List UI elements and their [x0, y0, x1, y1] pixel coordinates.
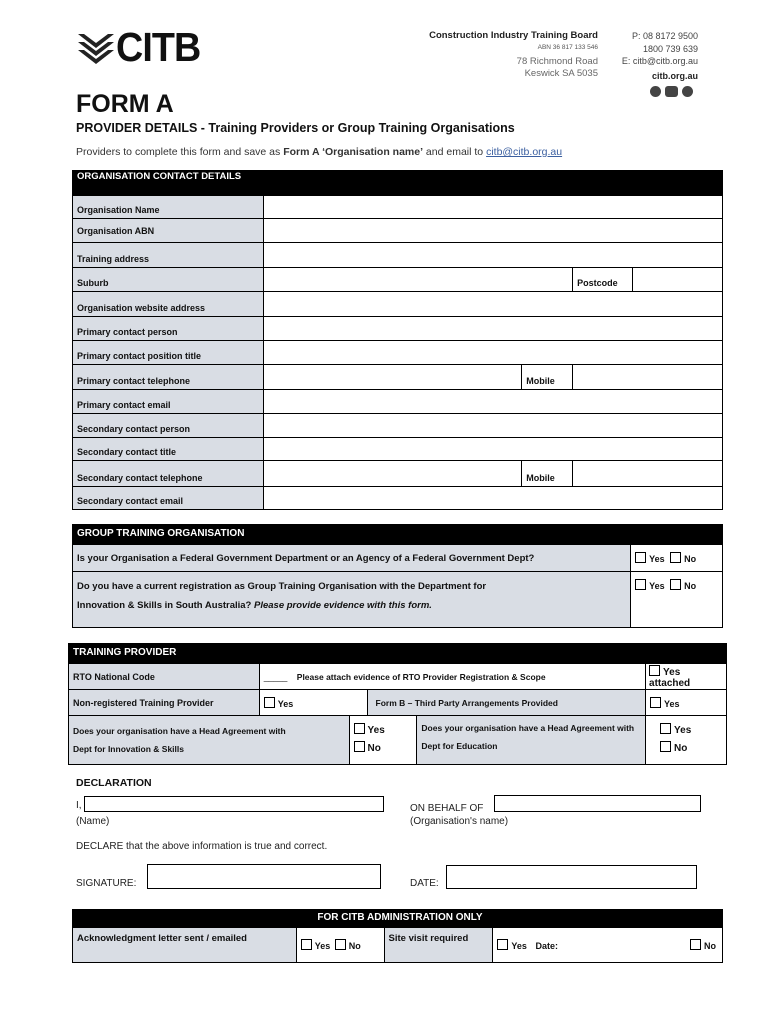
head-agreement-dis-yes-checkbox[interactable]	[354, 723, 365, 734]
primary-phone-input[interactable]	[263, 365, 521, 390]
gto-q2-options	[631, 572, 723, 628]
org-address-block	[420, 30, 598, 81]
org-name-input[interactable]	[263, 196, 722, 219]
address-label: Training address	[73, 243, 264, 268]
secondary-email-input[interactable]	[263, 487, 722, 510]
gto-q1-yes-checkbox[interactable]	[635, 552, 646, 563]
secondary-phone-label: Secondary contact telephone	[73, 461, 264, 487]
gto-q2-line1: Do you have a current registration as Group Training Organisation with the Department for	[77, 581, 487, 592]
primary-phone-label: Primary contact telephone	[73, 365, 264, 390]
site-visit-options	[493, 928, 723, 963]
no-label: No	[704, 941, 716, 951]
non-registered-option	[259, 690, 367, 716]
gto-q2-yes-checkbox[interactable]	[635, 579, 646, 590]
gto-heading: GROUP TRAINING ORGANISATION	[72, 524, 723, 544]
ack-options	[296, 928, 384, 963]
declarant-name-input[interactable]	[84, 796, 384, 812]
org-contact-heading: ORGANISATION CONTACT DETAILS	[72, 170, 723, 195]
rto-code-label: RTO National Code	[69, 664, 260, 690]
organisation-name-input[interactable]	[494, 795, 701, 812]
yes-label: Yes	[277, 698, 294, 709]
name-caption: (Name)	[76, 816, 110, 827]
site-visit-yes-checkbox[interactable]	[497, 939, 508, 950]
website: citb.org.au	[651, 70, 698, 81]
secondary-person-input[interactable]	[263, 414, 722, 438]
signature-input[interactable]	[147, 864, 381, 889]
yes-label: Yes	[511, 941, 527, 951]
head-agreement-dis-line2: Dept for Innovation & Skills	[73, 744, 184, 754]
gto-q1: Is your Organisation a Federal Government Department or an Agency of a Federal Government Dept?	[73, 545, 631, 572]
head-agreement-edu	[417, 716, 646, 765]
yes-label: Yes	[649, 581, 665, 591]
head-agreement-dis-options	[349, 716, 417, 765]
social-icons	[650, 86, 693, 97]
ack-label: Acknowledgment letter sent / emailed	[73, 928, 297, 963]
facebook-icon[interactable]	[682, 86, 693, 97]
non-registered-checkbox[interactable]	[264, 697, 275, 708]
on-behalf-label: ON BEHALF OF	[410, 803, 484, 814]
i-label: I,	[76, 800, 82, 811]
declare-statement: DECLARE that the above information is true and correct.	[76, 841, 328, 852]
gto-q1-options	[631, 545, 723, 572]
citb-logo-text: CITB	[116, 24, 201, 70]
head-agreement-edu-options	[646, 716, 727, 765]
rto-attach-note	[259, 664, 645, 690]
form-b-checkbox[interactable]	[650, 697, 661, 708]
form-subtitle: PROVIDER DETAILS - Training Providers or Group Training Organisations	[76, 121, 515, 135]
rto-attached-checkbox[interactable]	[649, 665, 660, 676]
primary-title-label: Primary contact position title	[73, 341, 264, 365]
gto-q2-evidence: Please provide evidence with this form.	[254, 600, 432, 611]
site-visit-no	[690, 939, 716, 951]
form-b-label: Form B – Third Party Arrangements Provided	[367, 690, 646, 716]
instructions	[76, 146, 562, 158]
form-b-option	[646, 690, 727, 716]
rto-attach-text: Please attach evidence of RTO Provider Registration & Scope	[296, 671, 546, 682]
date-input[interactable]	[446, 865, 697, 889]
twitter-icon[interactable]	[650, 86, 661, 97]
head-agreement-edu-line1: Does your organisation have a Head Agreement with	[421, 723, 635, 733]
instructions-prefix: Providers to complete this form and save as	[76, 146, 284, 158]
primary-person-input[interactable]	[263, 317, 722, 341]
tp-table	[68, 663, 727, 765]
instructions-bold: Form A ‘Organisation name’	[283, 146, 424, 158]
signature-label: SIGNATURE:	[76, 878, 137, 889]
suburb-input[interactable]	[263, 268, 572, 292]
no-label: No	[684, 554, 697, 564]
form-title: FORM A	[76, 90, 174, 118]
phone: P: 08 8172 9500	[631, 31, 698, 41]
gto-q1-no-checkbox[interactable]	[670, 552, 681, 563]
ack-yes-checkbox[interactable]	[301, 939, 312, 950]
admin-heading: FOR CITB ADMINISTRATION ONLY	[72, 909, 723, 927]
primary-mobile-label: Mobile	[522, 365, 573, 390]
head-agreement-edu-yes-checkbox[interactable]	[660, 723, 671, 734]
site-visit-label: Site visit required	[384, 928, 493, 963]
rto-code-blank[interactable]: _____	[263, 671, 288, 682]
org-name-caption: (Organisation's name)	[410, 816, 509, 827]
abn-label: Organisation ABN	[73, 219, 264, 243]
yes-attached-label: Yes attached	[649, 666, 691, 689]
primary-email-label: Primary contact email	[73, 390, 264, 414]
ack-no-checkbox[interactable]	[335, 939, 346, 950]
admin-table	[72, 927, 723, 963]
org-name: Construction Industry Training Board	[429, 30, 598, 41]
non-registered-label: Non-registered Training Provider	[69, 690, 260, 716]
secondary-title-input[interactable]	[263, 438, 722, 461]
postcode-input[interactable]	[633, 268, 723, 292]
site-visit-no-checkbox[interactable]	[690, 939, 701, 950]
website-input[interactable]	[263, 292, 722, 317]
yes-label: Yes	[314, 941, 331, 951]
gto-q2-no-checkbox[interactable]	[670, 579, 681, 590]
secondary-phone-input[interactable]	[263, 461, 521, 487]
head-agreement-edu-no-checkbox[interactable]	[660, 741, 671, 752]
gto-q2-line2	[77, 596, 626, 615]
head-agreement-dis-no-checkbox[interactable]	[354, 741, 365, 752]
declaration-heading: DECLARATION	[76, 777, 152, 789]
postcode-label: Postcode	[573, 268, 633, 292]
yes-label: Yes	[367, 725, 385, 736]
no-label: No	[348, 941, 361, 951]
secondary-mobile-input[interactable]	[573, 461, 723, 487]
youtube-icon[interactable]	[665, 86, 678, 97]
secondary-person-label: Secondary contact person	[73, 414, 264, 438]
instructions-email-link[interactable]: citb@citb.org.au	[486, 146, 563, 158]
suburb-label: Suburb	[73, 268, 264, 292]
abn-input[interactable]	[263, 219, 722, 243]
address-line2: Keswick SA 5035	[524, 68, 598, 79]
address-line1: 78 Richmond Road	[516, 55, 598, 67]
secondary-email-label: Secondary contact email	[73, 487, 264, 510]
primary-mobile-input[interactable]	[573, 365, 723, 390]
no-label: No	[367, 743, 381, 754]
contact-block	[604, 30, 698, 82]
org-contact-table	[72, 195, 723, 510]
secondary-title-label: Secondary contact title	[73, 438, 264, 461]
email: E: citb@citb.org.au	[621, 56, 698, 66]
head-agreement-dis-line1: Does your organisation have a Head Agreement with	[73, 726, 286, 736]
yes-label: Yes	[649, 554, 665, 564]
no-label: No	[674, 743, 688, 754]
yes-label: Yes	[674, 725, 692, 736]
head-agreement-dis	[69, 716, 350, 765]
site-visit-date-label: Date:	[535, 941, 558, 951]
no-label: No	[684, 581, 697, 591]
date-label: DATE:	[410, 878, 439, 889]
gto-q2-line2a: Innovation & Skills in South Australia?	[77, 600, 254, 611]
instructions-middle: and email to	[423, 146, 487, 158]
org-abn: ABN 36 817 133 546	[537, 43, 598, 51]
secondary-mobile-label: Mobile	[522, 461, 573, 487]
citb-logo-icon	[78, 32, 114, 66]
website-label: Organisation website address	[73, 292, 264, 317]
primary-title-input[interactable]	[263, 341, 722, 365]
rto-attached-option	[646, 664, 727, 690]
gto-table	[72, 544, 723, 628]
yes-label: Yes	[664, 698, 680, 709]
primary-email-input[interactable]	[263, 390, 722, 414]
primary-person-label: Primary contact person	[73, 317, 264, 341]
address-input[interactable]	[263, 243, 722, 268]
head-agreement-edu-line2: Dept for Education	[421, 741, 498, 751]
phone2: 1800 739 639	[642, 43, 698, 54]
gto-q2	[73, 572, 631, 628]
tp-heading: TRAINING PROVIDER	[68, 643, 727, 663]
org-name-label: Organisation Name	[73, 196, 264, 219]
